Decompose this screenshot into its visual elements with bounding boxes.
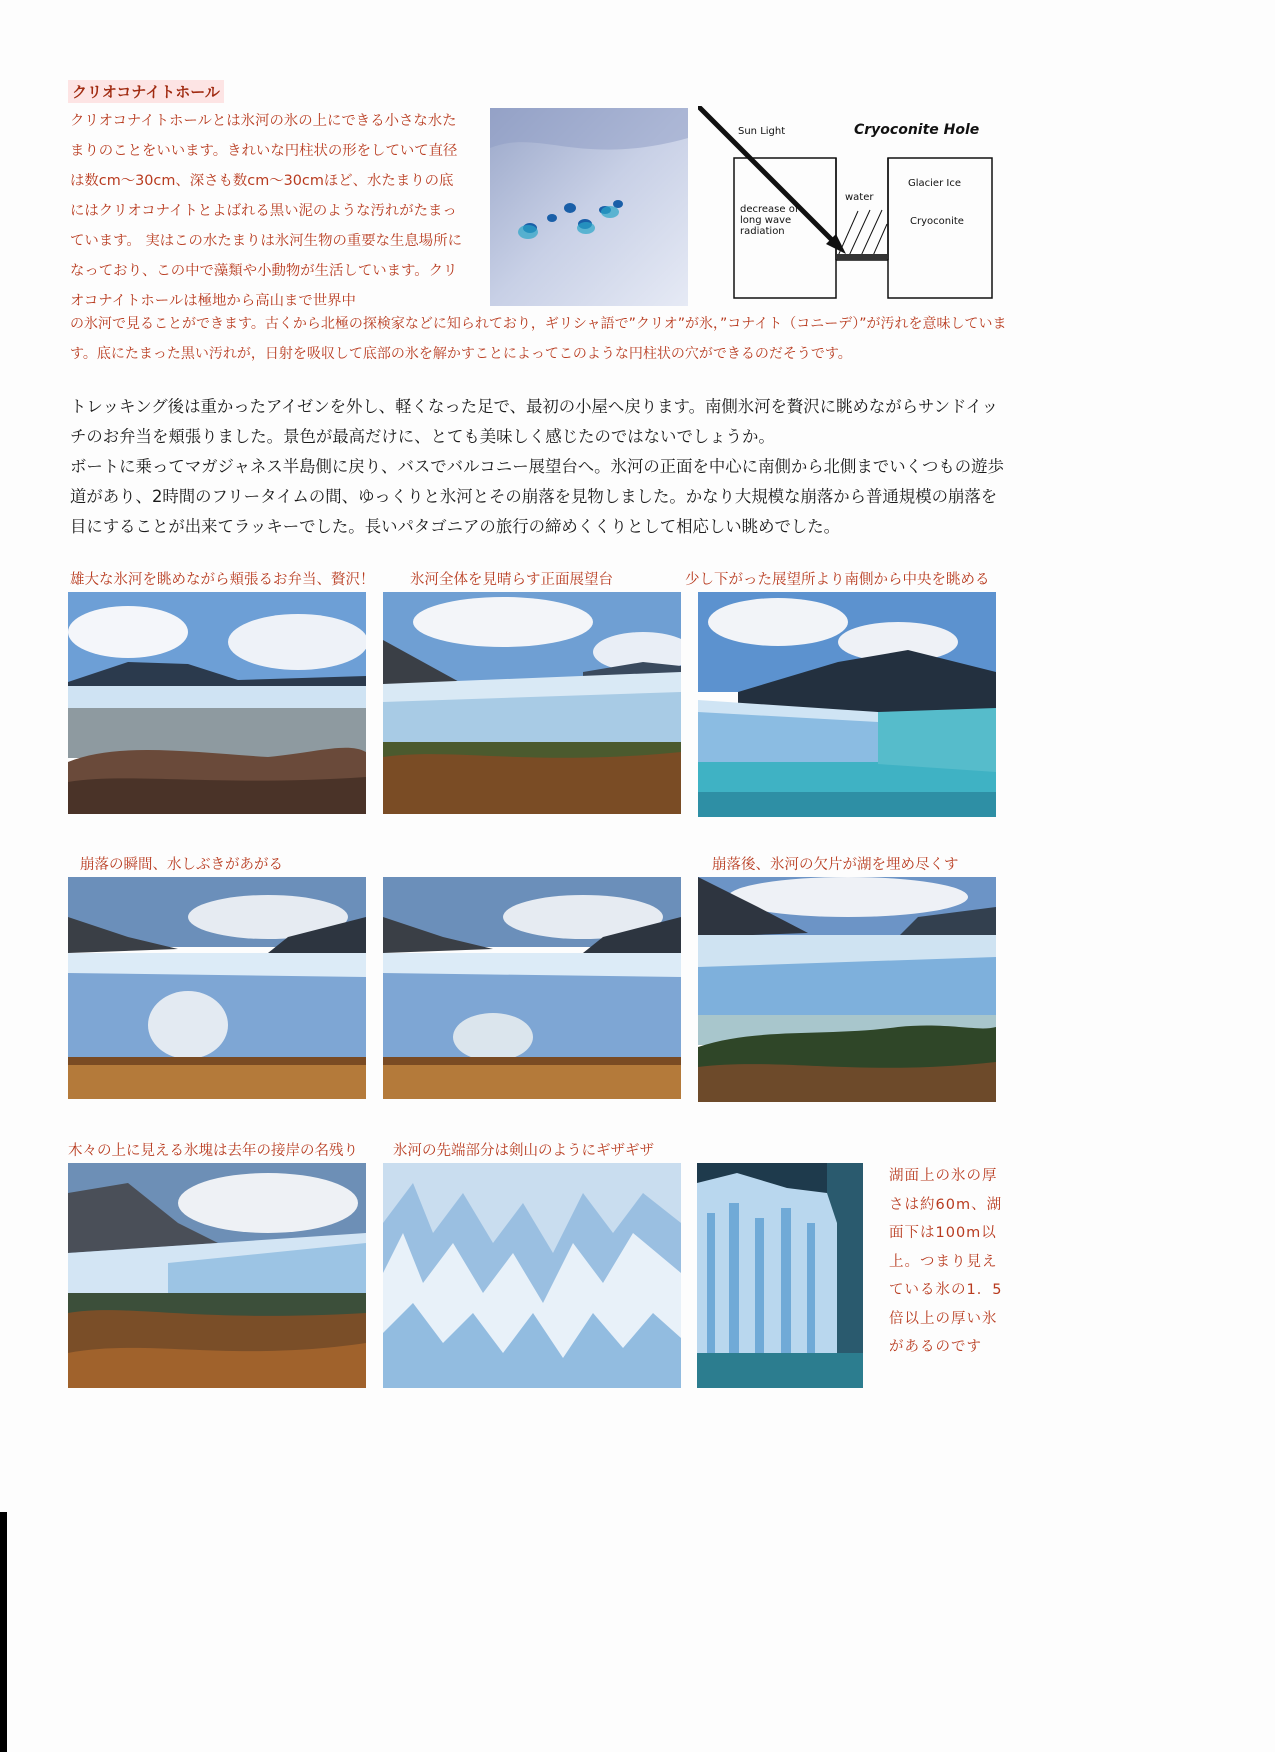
caption-collapse-moment: 崩落の瞬間、水しぶきがあがる [80, 857, 283, 873]
diagram-radiation-3: radiation [740, 226, 785, 237]
section-heading: クリオコナイトホール [68, 80, 224, 103]
diagram-water: water [845, 192, 874, 203]
photo-ice-remnant [68, 1163, 366, 1388]
ice-thickness-note: 湖面上の氷の厚さは約60m、湖面下は100m以上。つまり見えている氷の1．5倍以上の厚い氷があるのです [889, 1168, 1003, 1355]
caption-jagged-tip: 氷河の先端部分は剣山のようにギザギザ [393, 1143, 654, 1159]
diagram-glacier-ice: Glacier Ice [908, 178, 961, 189]
caption-front-view: 氷河全体を見晴らす正面展望台 [410, 572, 613, 588]
intro-text-continued: の氷河で見ることができます。古くから北極の探検家などに知られており，ギリシャ語で”クリオ”が氷，”コナイト（コニーデ）”が汚れを意味しています。底にたまった黒い汚れが，日射を吸収して底部の氷を解かすことによってこのような円柱状の穴ができるのだそうです。 [70, 316, 1007, 362]
diagram-title: Cryoconite Hole [854, 122, 980, 138]
caption-lunch: 雄大な氷河を眺めながら頬張るお弁当、贅沢！ [70, 572, 375, 588]
photo-jagged-ice [383, 1163, 681, 1388]
photo-glacier-lunch [68, 592, 366, 814]
cryoconite-diagram [698, 106, 998, 306]
scan-edge [0, 1512, 7, 1752]
diagram-cryoconite: Cryoconite [910, 216, 964, 227]
body-paragraph-2: ボートに乗ってマガジャネス半島側に戻り、バスでバルコニー展望台へ。氷河の正面を中心に南側から北側までいくつもの遊歩道があり、2時間のフリータイムの間、ゆっくりと氷河とその崩落を見物しました。かなり大規模な崩落から普通規模の崩落を目にすることが出来てラッキーでした。長いパタゴニアの旅行の締めくくりとして相応しい眺めでした。 [70, 457, 1004, 536]
diagram-radiation-1: decrease of [740, 204, 799, 215]
caption-south-view: 少し下がった展望所より南側から中央を眺める [685, 572, 990, 588]
photo-front-observation [383, 592, 681, 814]
photo-ice-wall [697, 1163, 863, 1388]
caption-after-collapse: 崩落後、氷河の欠片が湖を埋め尽くす [712, 857, 959, 873]
caption-ice-remnant: 木々の上に見える氷塊は去年の接岸の名残り [68, 1143, 358, 1159]
body-text [70, 392, 1010, 542]
photo-after-collapse [698, 877, 996, 1102]
cryoconite-photo [490, 108, 688, 306]
photo-collapse-splash-1 [68, 877, 366, 1099]
intro-text-left: クリオコナイトホールとは氷河の氷の上にできる小さな水たまりのことをいいます。きれいな円柱状の形をしていて直径は数cm～30cm、深さも数cm～30cmほど、水たまりの底にはクリオコナイトとよばれる黒い泥のような汚れがたまっています。 実はこの水たまりは氷河生物の重要な生息場所になっており、この中で藻類や小動物が生活しています。クリオコナイトホールは極地から高山まで世界中 [70, 113, 462, 309]
photo-south-overlook [698, 592, 996, 817]
photo-collapse-splash-2 [383, 877, 681, 1099]
diagram-radiation-2: long wave [740, 215, 792, 226]
body-paragraph-1: トレッキング後は重かったアイゼンを外し、軽くなった足で、最初の小屋へ戻ります。南側氷河を贅沢に眺めながらサンドイッチのお弁当を頬張りました。景色が最高だけに、とても美味しく感じたのではないでしょうか。 [70, 397, 999, 446]
diagram-sun-light: Sun Light [738, 126, 786, 137]
